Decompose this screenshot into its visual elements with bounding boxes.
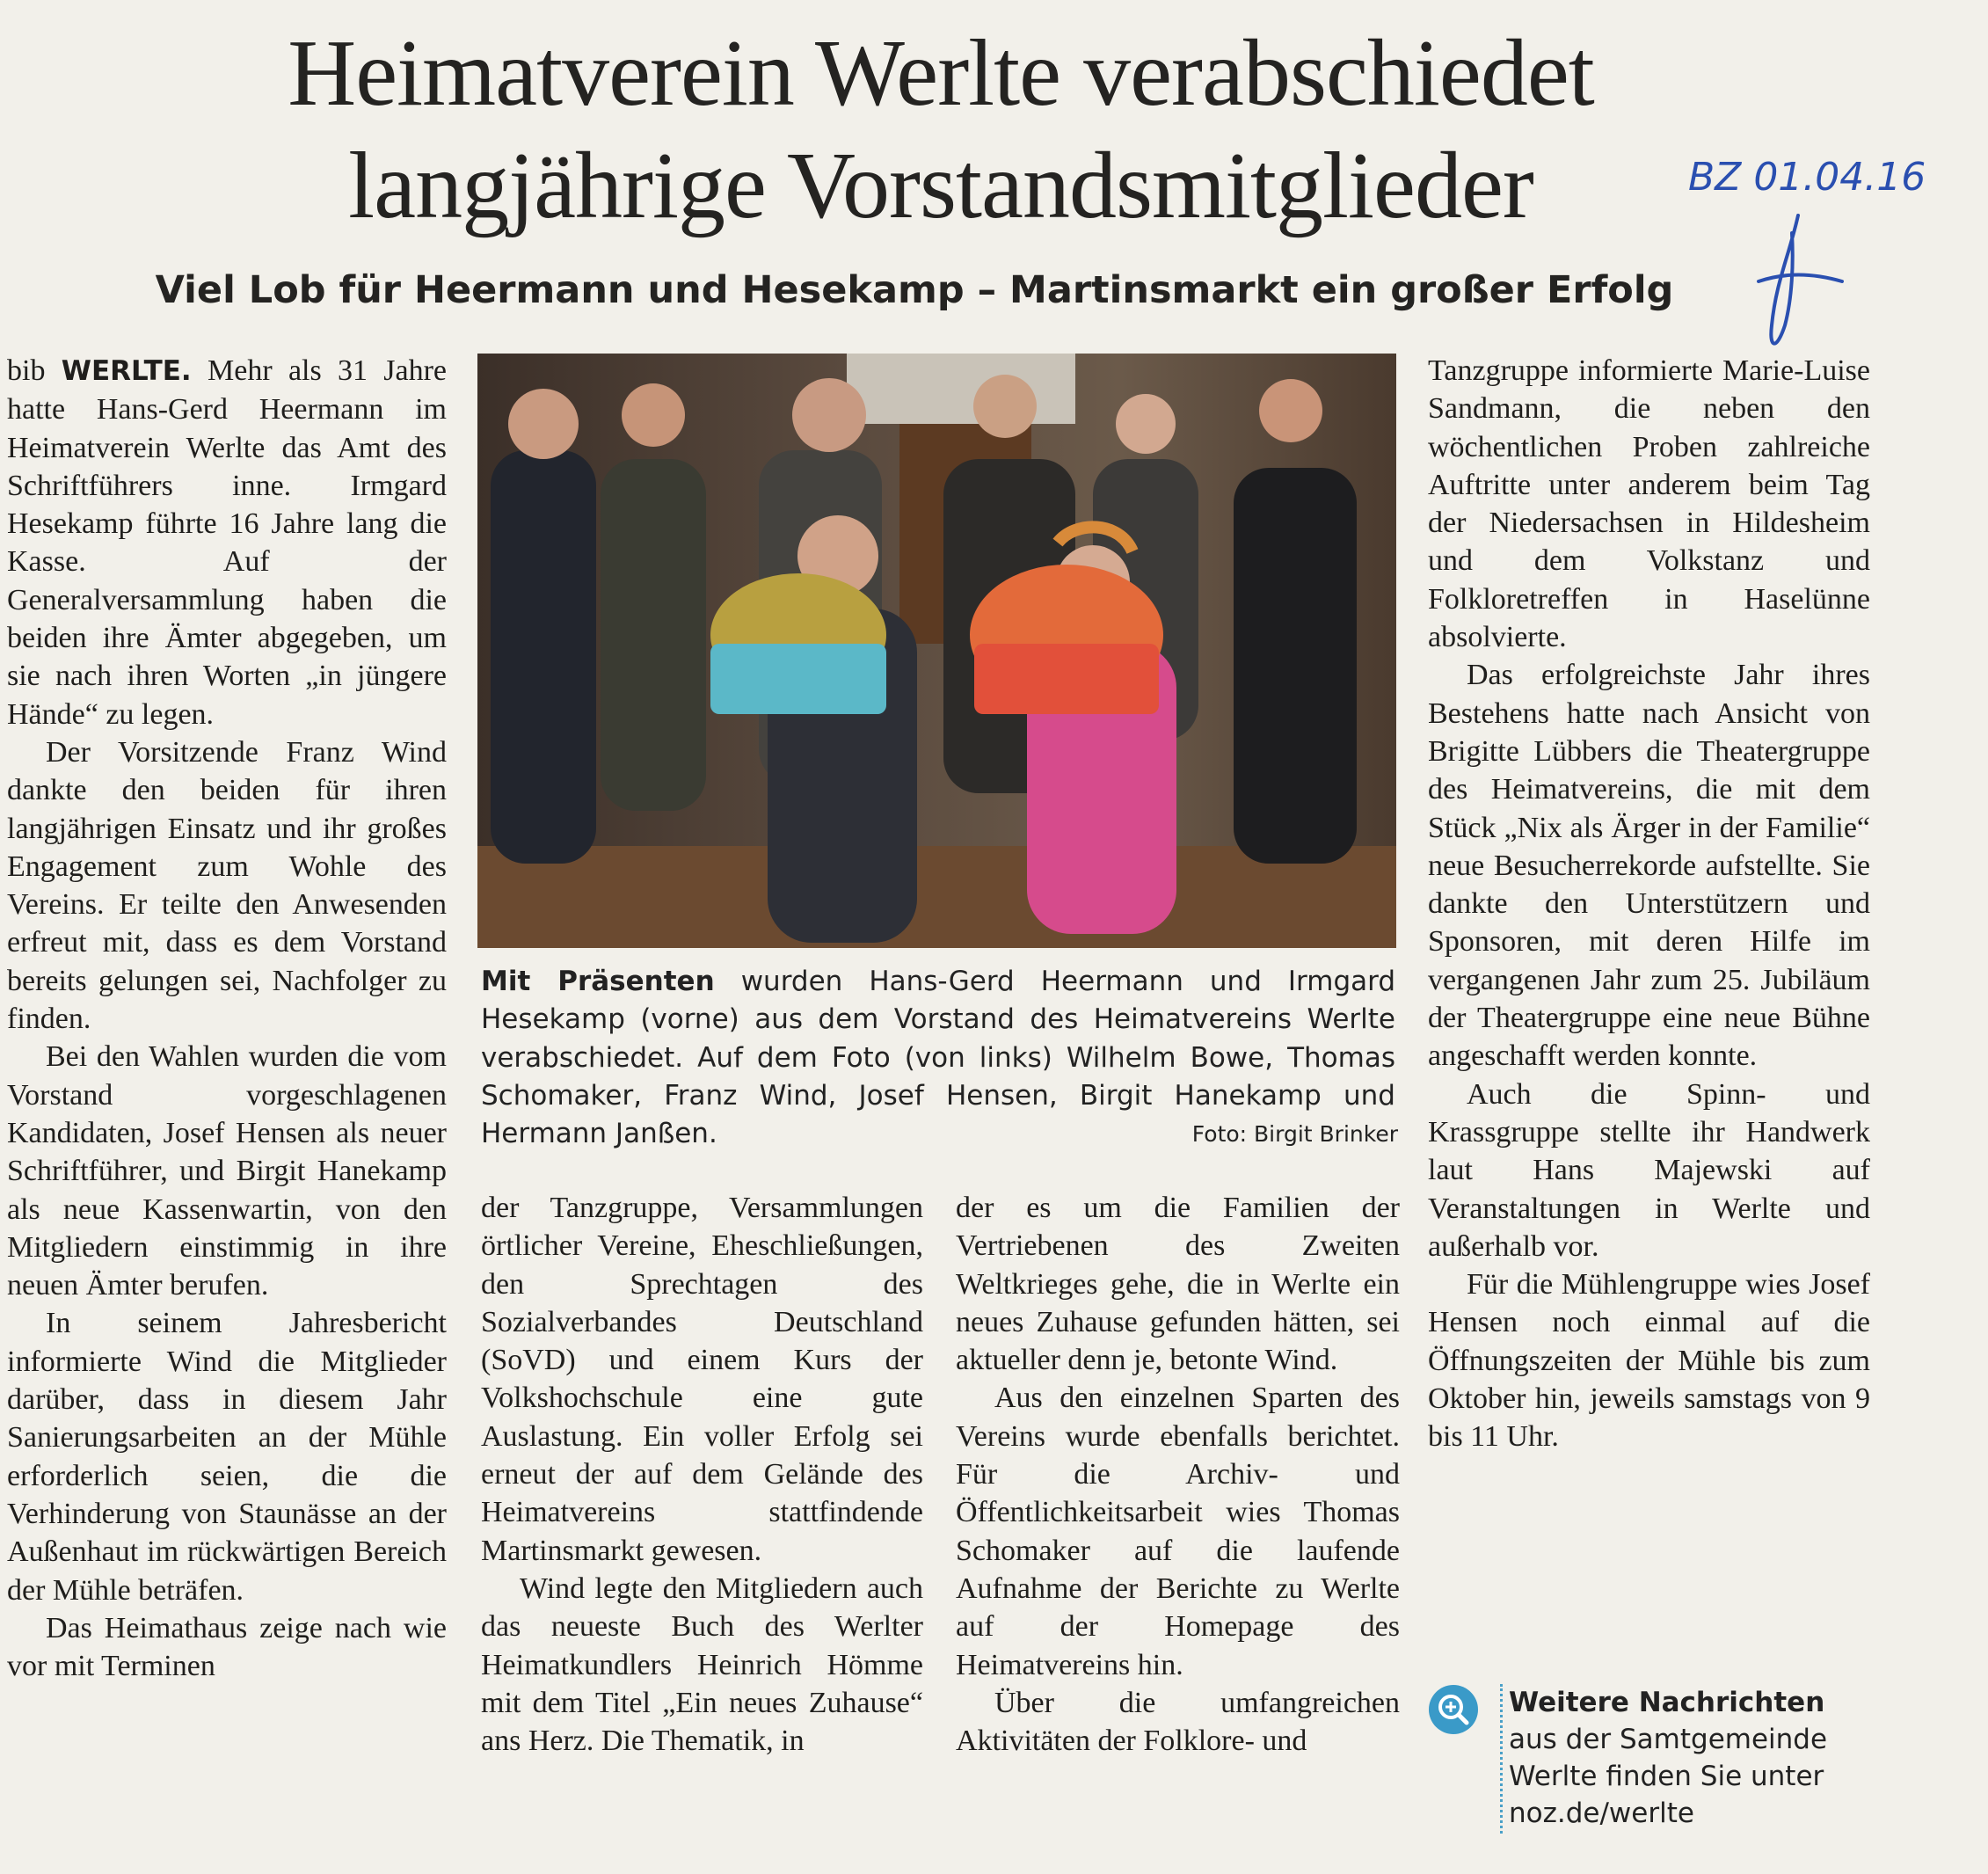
handwritten-signature-icon (1688, 149, 1864, 378)
paragraph: der es um die Familien der Vertriebenen des Zweiten Weltkrieges gehe, die in Werlte ein neues Zuhause gefunden hätten, sei aktueller denn je, betonte Wind. (956, 1192, 1400, 1377)
paragraph: Tanzgruppe informierte Marie-Luise Sandmann, die neben den wöchentlichen Proben zahlreiche Auftritte unter anderem beim Tag der Niedersachsen in Hildesheim und dem Volkstanz und Folkloretreffen in Haselünne absolvierte. (1428, 354, 1870, 654)
paragraph: Über die umfangreichen Aktivitäten der Folklore- und (956, 1686, 1400, 1758)
handwritten-note (1688, 149, 1926, 378)
author-tag: bib (7, 354, 46, 387)
search-plus-icon (1428, 1684, 1479, 1735)
article-photo (477, 354, 1396, 948)
paragraph: Wind legte den Mitgliedern auch das neueste Buch des Werlter Heimatkundlers Heinrich Hömme mit dem Titel „Ein neues Zuhause“ ans Herz. Die Thematik, in (481, 1571, 923, 1758)
photo-credit: Foto: Birgit Brinker (1191, 1121, 1398, 1147)
handwritten-date: BZ 01.04.16 (1688, 155, 1926, 200)
paragraph-text: Mehr als 31 Jahre hatte Hans-Gerd Heermann im Heimatverein Werlte das Amt des Schriftführers inne. Irmgard Hesekamp führte 16 Jahre lang die Kasse. Auf der Generalversammlung haben die beiden ihre Ämter abgegeben, um sie nach ihren Worten „in jüngere Hände“ zu legen. (7, 354, 448, 731)
paragraph: Auch die Spinn- und Krassgruppe stellte ihr Handwerk laut Hans Majewski auf Veranstaltungen in Werlte und außerhalb vor. (1428, 1077, 1870, 1263)
subheadline: Viel Lob für Heermann und Hesekamp – Martinsmarkt ein großer Erfolg (155, 268, 1674, 312)
article-column-4 (1428, 352, 1870, 1456)
more-news-text (1509, 1684, 1878, 1832)
paragraph: Für die Mühlengruppe wies Josef Hensen noch einmal auf die Öffnungszeiten der Mühle bis zum Oktober hin, jeweils samstags von 9 bis 11 Uhr. (1428, 1268, 1870, 1454)
more-news-box (1428, 1684, 1868, 1842)
paragraph: der Tanzgruppe, Versammlungen örtlicher Vereine, Eheschließungen, den Sprechtagen des Sozialverbandes Deutschland (SoVD) und einem Kurs der Volkshochschule eine gute Auslastung. Ein voller Erfolg sei erneut der auf dem Gelände des Heimatvereins stattfindende Martinsmarkt gewesen. (481, 1192, 923, 1567)
article-column-2 (481, 1189, 923, 1760)
more-news-title: Weitere Nachrichten (1509, 1687, 1825, 1718)
caption-lead: Mit Präsenten (481, 966, 715, 997)
article-column-1 (7, 352, 447, 1685)
paragraph: Bei den Wahlen wurden die vom Vorstand vorgeschlagenen Kandidaten, Josef Hensen als neuer Schriftführer, und Birgit Hanekamp als neue Kassenwartin, von den Mitgliedern einstimmig in ihre neuen Ämter berufen. (7, 1040, 447, 1302)
dotted-divider (1500, 1684, 1503, 1834)
headline-line-2: langjährige Vorstandsmitglieder (348, 134, 1533, 238)
lead-paragraph (7, 352, 447, 733)
paragraph: Der Vorsitzende Franz Wind dankte den beiden für ihren langjährigen Einsatz und ihr großes Engagement zum Wohle des Vereins. Er teilte den Anwesenden erfreut mit, dass es dem Vorstand bereits gelungen sei, Nachfolger zu finden. (7, 735, 447, 1036)
paragraph: In seinem Jahresbericht informierte Wind die Mitglieder darüber, dass in diesem Jahr Sanierungsarbeiten an der Mühle erforderlich seien, die die Verhinderung von Staunässe an der Außenhaut im rückwärtigen Bereich der Mühle beträfen. (7, 1307, 447, 1607)
headline (106, 18, 1776, 243)
dateline: WERLTE. (61, 355, 192, 387)
more-news-link-text[interactable]: aus der Samtgemeinde Werlte finden Sie unter noz.de/werlte (1509, 1724, 1828, 1829)
headline-line-1: Heimatverein Werlte verabschiedet (288, 21, 1594, 126)
paragraph: Das Heimathaus zeige nach wie vor mit Terminen (7, 1611, 447, 1683)
article-column-3 (956, 1189, 1400, 1760)
caption-text: wurden Hans-Gerd Heermann und Irmgard Hesekamp (vorne) aus dem Vorstand des Heimatvereins Werlte verabschiedet. Auf dem Foto (von links) Wilhelm Bowe, Thomas Schomaker, Franz Wind, Josef Hensen, Birgit Hanekamp und Hermann Janßen. (481, 966, 1395, 1150)
paragraph: Aus den einzelnen Sparten des Vereins wurde ebenfalls berichtet. Für die Archiv- und Öffentlichkeitsarbeit wies Thomas Schomaker auf die laufende Aufnahme der Berichte zu Werlte auf der Homepage des Heimatvereins hin. (956, 1382, 1400, 1681)
group-photo-illustration (477, 354, 1396, 948)
paragraph: Das erfolgreichste Jahr ihres Bestehens hatte nach Ansicht von Brigitte Lübbers die Theatergruppe des Heimatvereins, die mit dem Stück „Nix als Ärger in der Familie“ neue Besucherrekorde aufstellte. Sie dankte den Unterstützern und Sponsoren, mit deren Hilfe im vergangenen Jahr zum 25. Jubiläum der Theatergruppe eine neue Bühne angeschafft werden konnte. (1428, 659, 1870, 1073)
